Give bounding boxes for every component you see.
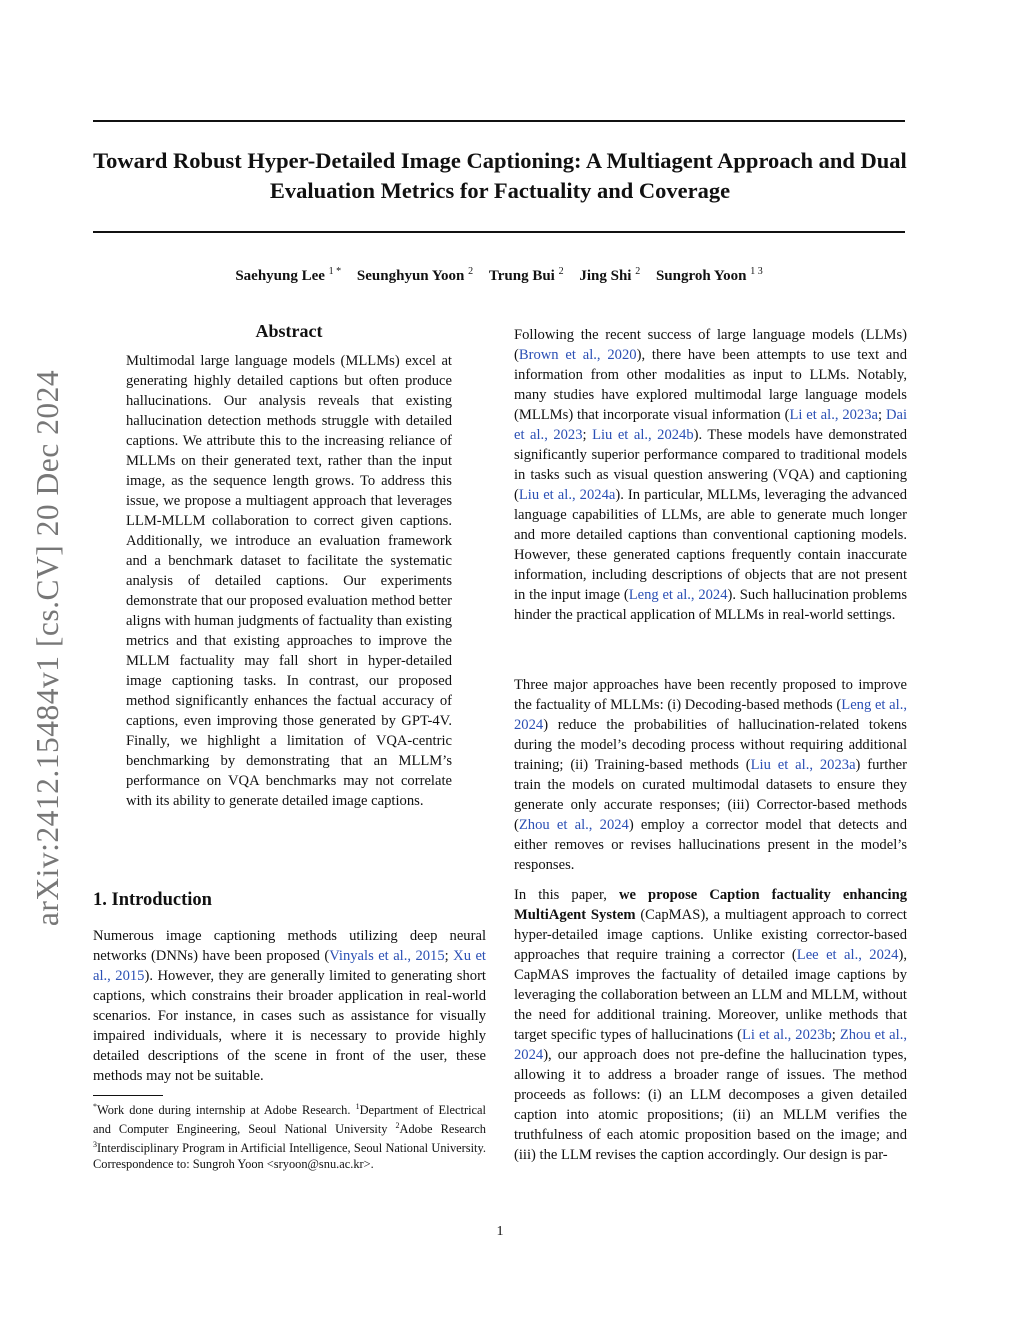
citation-link[interactable]: Vinyals et al., 2015	[329, 948, 445, 964]
author-name: Sungroh Yoon	[655, 268, 747, 284]
abstract-text: Multimodal large language models (MLLMs) excel at generating highly detailed captions but often produce hallucinations. Our analysis reveals that existing hallucination detection methods struggle with detailed captions. We attribute this to the increasing reliance of MLLMs on their generated text, rather than the input image, as the sequence length grows. To address this issue, we propose a multiagent approach that leverages LLM-MLLM collaboration to correct given captions. Additionally, we introduce an evaluation framework and a benchmark dataset to facilitate the systematic analysis of detailed captions. Our experiments demonstrate that our proposed evaluation method better aligns with human judgments of factuality than existing metrics and that existing approaches to improve the MLLM factuality may fall short in hyper-detailed image captioning tasks. In contrast, our proposed method significantly enhances the factual accuracy of captions, even improving those generated by GPT-4V. Finally, we highlight a limitation of VQA-centric benchmarking by demonstrating that an MLLM’s performance on VQA benchmarks may not correlate with its ability to generate detailed image captions.	[126, 353, 452, 809]
citation-link[interactable]: Lee et al., 2024	[796, 947, 899, 963]
citation-link[interactable]: Liu et al., 2024a	[518, 487, 616, 503]
author-name: Jing Shi	[579, 268, 632, 284]
citation-link[interactable]: Liu et al., 2024b	[592, 427, 694, 443]
author-affiliation: 2	[468, 266, 474, 277]
footnote-mark: 2	[395, 1121, 400, 1131]
title-rule-top	[93, 120, 905, 122]
text-run: ) employ a corrector model that detects and either removes or revises hallucinations present in the model’s responses.	[514, 817, 907, 873]
text-run: (CapMAS), a multiagent approach to correct hyper-detailed image captions. Unlike existing corrector-based approaches that require training a corrector (	[514, 907, 907, 963]
text-run: ), CapMAS improves the factuality of detailed image captions by leveraging the collaboration between an LLM and MLLM, without the need for additional training. Moreover, unlike methods that target specific types of hallucinations (	[514, 947, 907, 1043]
citation-link[interactable]: Liu et al., 2023a	[750, 757, 856, 773]
body-paragraph	[514, 325, 907, 625]
text-run: Work done during internship at Adobe Research.	[97, 1103, 356, 1118]
text-run: Department of Electrical and Computer Engineering, Seoul National University	[93, 1103, 486, 1137]
author	[489, 268, 564, 284]
citation-link[interactable]: Li et al., 2023b	[742, 1027, 832, 1043]
footnote-rule	[93, 1095, 163, 1096]
page-number: 1	[496, 1224, 504, 1239]
text-run: ;	[444, 948, 454, 964]
author-affiliation: 2	[558, 266, 564, 277]
footnote-mark: *	[93, 1102, 97, 1111]
text-run: ;	[831, 1027, 840, 1043]
author-affiliation: 2	[635, 266, 641, 277]
text-run: ). Such hallucination problems hinder the practical application of MLLMs in real-world settings.	[514, 587, 907, 623]
author-name: Saehyung Lee	[235, 268, 325, 284]
emphasis-text: we propose Caption factuality enhancing MultiAgent System	[514, 887, 907, 923]
author-list	[93, 266, 905, 285]
text-run: Following the recent success of large language models (LLMs) (	[514, 327, 907, 363]
text-run: Numerous image captioning methods utilizing deep neural networks (DNNs) have been proposed (	[93, 928, 486, 964]
body-paragraph	[514, 885, 907, 1165]
title-rule-bottom	[93, 231, 905, 233]
text-run: ) reduce the probabilities of hallucination-related tokens during the model’s decoding process without requiring additional training; (ii) Training-based methods (	[514, 717, 907, 773]
arxiv-id: arXiv:2412.15484v1 [cs.CV] 20 Dec 2024	[30, 369, 65, 927]
text-run: ). These models have demonstrated significantly superior performance compared to traditional models in tasks such as visual question answering (VQA) and captioning (	[514, 427, 908, 503]
text-run: ). However, they are generally limited to generating short captions, which constrains their broader application in real-world scenarios. For instance, in cases such as assistance for visually impaired individuals, where it is necessary to provide highly detailed descriptions of the scene in front of the user, these methods may not be suitable.	[93, 968, 486, 1084]
footnote-mark: 3	[93, 1140, 97, 1150]
section-heading: 1. Introduction	[93, 890, 212, 910]
text-run: ;	[878, 407, 886, 423]
citation-link[interactable]: Dai et al., 2023	[514, 407, 908, 443]
abstract-heading: Abstract	[255, 321, 323, 341]
author	[579, 268, 640, 284]
footnote	[93, 1099, 486, 1172]
paper-title: Toward Robust Hyper-Detailed Image Captioning: A Multiagent Approach and Dual Evaluation Metrics for Factuality and Coverage	[93, 148, 907, 203]
author	[656, 268, 763, 284]
citation-link[interactable]: Zhou et al., 2024	[518, 817, 629, 833]
author-name: Seunghyun Yoon	[356, 268, 465, 284]
text-run: Interdisciplinary Program in Artificial Intelligence, Seoul National University. Correspondence to: Sungroh Yoon <sryoon@snu.ac.kr>.	[93, 1141, 486, 1172]
text-run: ;	[582, 427, 593, 443]
text-run: ) further train the models on curated multimodal datasets to ensure they generate only accurate responses; (iii) Corrector-based methods (	[514, 757, 907, 833]
text-run: In this paper,	[514, 887, 619, 903]
citation-link[interactable]: Leng et al., 2024	[514, 697, 907, 733]
text-run: Adobe Research	[399, 1122, 486, 1137]
intro-paragraph	[93, 926, 486, 1086]
author-affiliation: 1 3	[750, 266, 763, 277]
text-run: Three major approaches have been recently proposed to improve the factuality of MLLMs: (i) Decoding-based methods (	[514, 677, 907, 713]
citation-link[interactable]: Brown et al., 2020	[518, 347, 637, 363]
author	[235, 268, 341, 284]
text-run: ). In particular, MLLMs, leveraging the advanced language capabilities of LLMs, are able to generate much longer and more detailed captions than conventional captioning models. However, these generated captions frequently contain inaccurate information, including descriptions of objects that are not present in the input image (	[514, 487, 907, 603]
author-name: Trung Bui	[488, 268, 555, 284]
body-paragraph	[514, 675, 907, 875]
author	[357, 268, 473, 284]
footnote-mark: 1	[355, 1102, 360, 1111]
text-run: ), there have been attempts to use text and information from other modalities as input to LLMs. Notably, many studies have explored multimodal large language models (MLLMs) that incorporate visual information (	[514, 347, 907, 423]
citation-link[interactable]: Leng et al., 2024	[628, 587, 728, 603]
citation-link[interactable]: Xu et al., 2015	[93, 948, 486, 984]
citation-link[interactable]: Zhou et al., 2024	[514, 1027, 907, 1063]
citation-link[interactable]: Li et al., 2023a	[789, 407, 879, 423]
text-run: ), our approach does not pre-define the hallucination types, allowing it to address a broader range of issues. The method proceeds as follows: (i) an LLM decomposes a given detailed caption into atomic propositions; (ii) an MLLM verifies the truthfulness of each atomic proposition based on the image; and (iii) the LLM revises the caption accordingly. Our design is par-	[514, 1047, 907, 1163]
author-affiliation: 1 *	[328, 266, 342, 277]
